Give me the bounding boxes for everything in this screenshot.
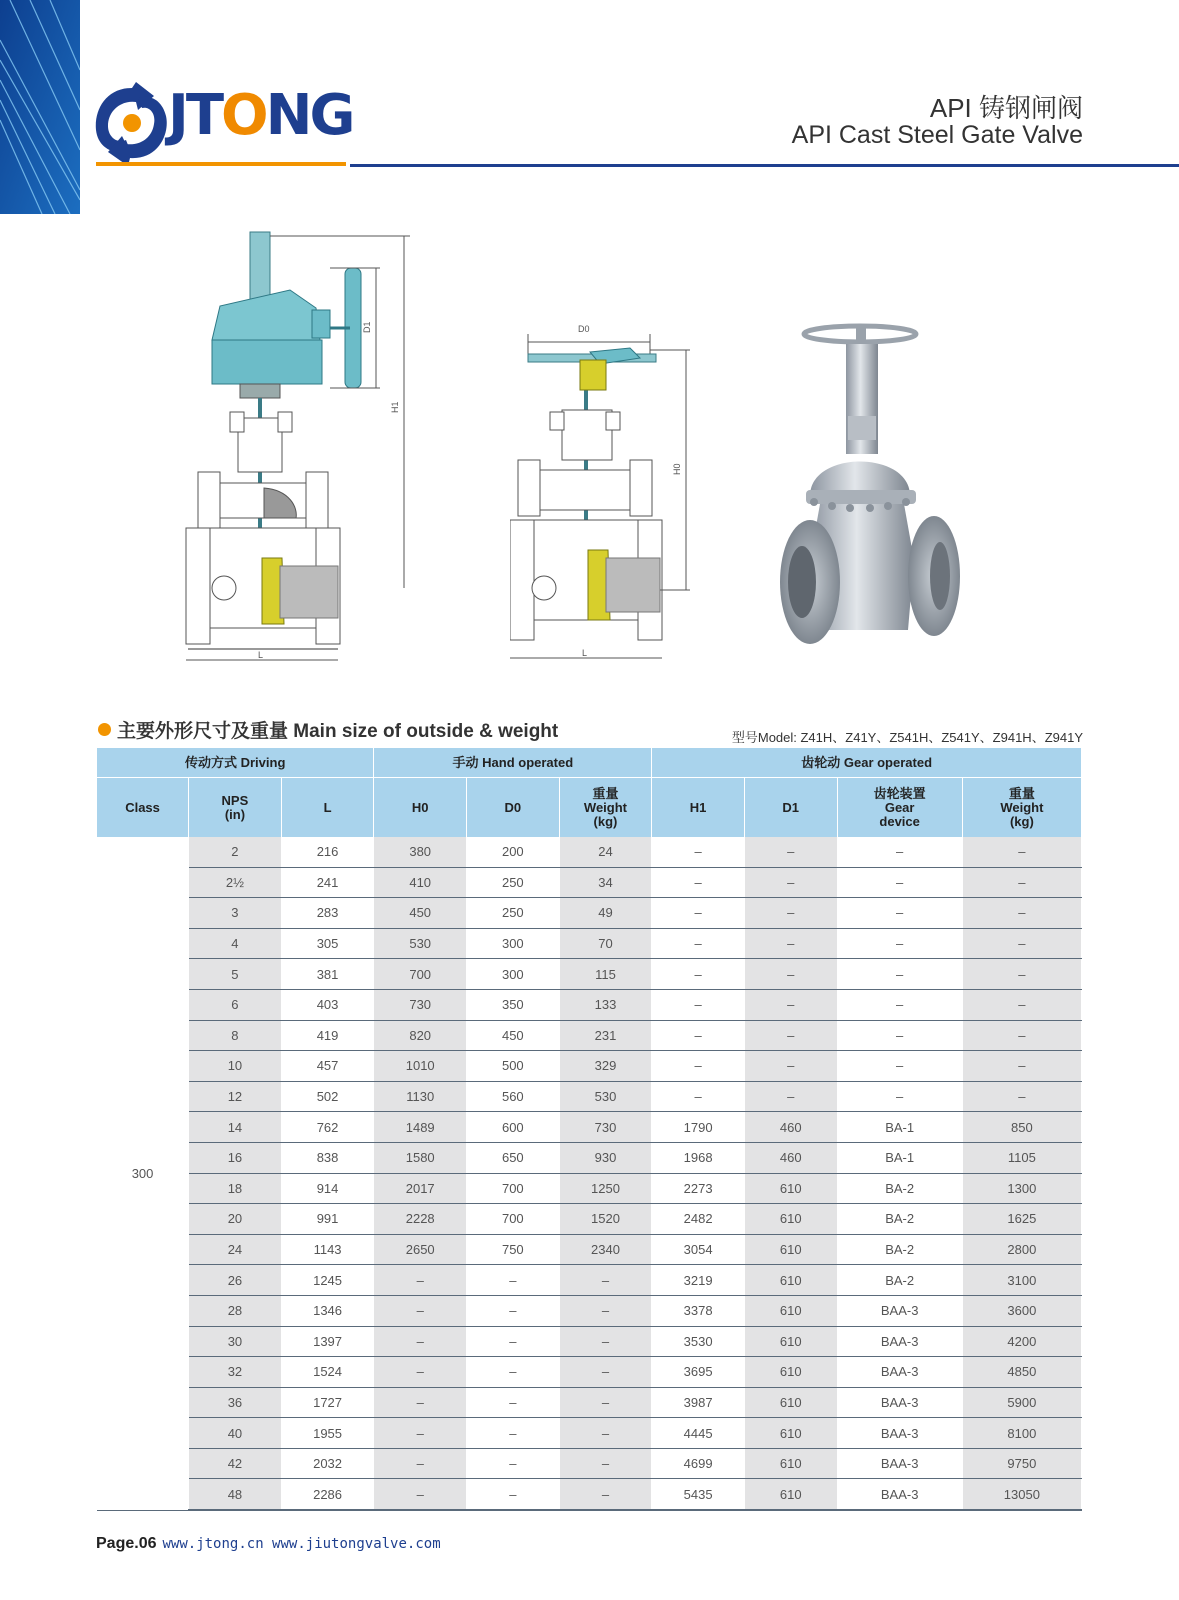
table-row — [97, 1418, 1082, 1449]
table-cell: – — [374, 1265, 467, 1296]
table-cell: 20 — [189, 1204, 282, 1235]
table-cell: – — [837, 989, 962, 1020]
table-cell: 460 — [744, 1142, 837, 1173]
table-cell: 1524 — [281, 1357, 374, 1388]
table-row — [97, 928, 1082, 959]
table-row — [97, 959, 1082, 990]
table-cell: BA-2 — [837, 1265, 962, 1296]
driving-group-header: 传动方式 Driving — [97, 748, 374, 778]
table-cell: – — [744, 1051, 837, 1082]
table-cell: 560 — [467, 1081, 560, 1112]
table-cell: 820 — [374, 1020, 467, 1051]
d0-header: D0 — [467, 778, 560, 838]
page-title-en: API Cast Steel Gate Valve — [791, 121, 1083, 149]
table-cell: – — [837, 928, 962, 959]
table-cell: 40 — [189, 1418, 282, 1449]
table-cell: – — [467, 1326, 560, 1357]
table-cell: 3378 — [652, 1295, 745, 1326]
table-cell: 991 — [281, 1204, 374, 1235]
table-cell: 1010 — [374, 1051, 467, 1082]
table-cell: – — [559, 1357, 652, 1388]
table-cell: 610 — [744, 1204, 837, 1235]
table-cell: – — [652, 1020, 745, 1051]
weight-header-cn: 重量 — [1008, 785, 1035, 801]
table-cell: – — [374, 1295, 467, 1326]
table-cell: 1727 — [281, 1387, 374, 1418]
table-cell: 380 — [374, 837, 467, 867]
table-cell: 231 — [559, 1020, 652, 1051]
table-cell: 283 — [281, 898, 374, 929]
table-cell: BAA-3 — [837, 1326, 962, 1357]
table-cell: 3 — [189, 898, 282, 929]
table-cell: 1968 — [652, 1142, 745, 1173]
table-cell: 5 — [189, 959, 282, 990]
l-dimension-label: L — [582, 648, 588, 658]
table-cell: 9750 — [962, 1448, 1081, 1479]
table-cell: – — [559, 1326, 652, 1357]
weight-header-unit: (kg) — [593, 813, 618, 829]
table-cell: BA-1 — [837, 1112, 962, 1143]
table-cell: 28 — [189, 1295, 282, 1326]
table-cell: 381 — [281, 959, 374, 990]
table-cell: 730 — [559, 1112, 652, 1143]
table-cell: – — [837, 837, 962, 867]
table-cell: BAA-3 — [837, 1448, 962, 1479]
table-cell: 250 — [467, 867, 560, 898]
table-cell: – — [962, 959, 1081, 990]
table-cell: 1105 — [962, 1142, 1081, 1173]
gear-device-header-en: Gear — [884, 799, 915, 815]
table-cell: 762 — [281, 1112, 374, 1143]
table-cell: 241 — [281, 867, 374, 898]
table-cell: 49 — [559, 898, 652, 929]
table-cell: – — [652, 928, 745, 959]
table-cell: 410 — [374, 867, 467, 898]
table-cell: 450 — [374, 898, 467, 929]
table-cell: 1130 — [374, 1081, 467, 1112]
table-cell: 13050 — [962, 1479, 1081, 1510]
nps-header-line: NPS — [221, 792, 249, 808]
table-cell: 700 — [467, 1173, 560, 1204]
hand-group-header: 手动 Hand operated — [374, 748, 652, 778]
class-cell: 300 — [97, 837, 189, 1510]
h1-dimension-label: H1 — [390, 401, 400, 413]
section-title — [98, 716, 558, 743]
table-cell: 2017 — [374, 1173, 467, 1204]
table-cell: 4850 — [962, 1357, 1081, 1388]
table-cell: 6 — [189, 989, 282, 1020]
table-cell: 3600 — [962, 1295, 1081, 1326]
table-row — [97, 1295, 1082, 1326]
table-cell: 730 — [374, 989, 467, 1020]
table-cell: 16 — [189, 1142, 282, 1173]
footer-urls: www.jtong.cn www.jiutongvalve.com — [162, 1536, 441, 1552]
table-cell: 2032 — [281, 1448, 374, 1479]
table-cell: 610 — [744, 1387, 837, 1418]
table-row — [97, 1234, 1082, 1265]
model-list: 型号Model: Z41H、Z41Y、Z541H、Z541Y、Z941H、Z941Y — [731, 730, 1083, 745]
brand-part: NG — [265, 83, 353, 148]
table-cell: – — [374, 1326, 467, 1357]
table-cell: 36 — [189, 1387, 282, 1418]
gate-valve-photo — [780, 320, 980, 660]
table-cell: – — [744, 1081, 837, 1112]
weight-header-cn: 重量 — [592, 785, 619, 801]
table-cell: 1625 — [962, 1204, 1081, 1235]
spec-table — [97, 748, 1082, 1511]
table-cell: 610 — [744, 1326, 837, 1357]
table-cell: – — [652, 867, 745, 898]
table-cell: 10 — [189, 1051, 282, 1082]
d1-header: D1 — [744, 778, 837, 838]
table-cell: BA-2 — [837, 1173, 962, 1204]
gear-group-header: 齿轮动 Gear operated — [652, 748, 1082, 778]
table-cell: – — [744, 928, 837, 959]
table-cell: BA-2 — [837, 1204, 962, 1235]
table-cell: BAA-3 — [837, 1479, 962, 1510]
table-cell: 700 — [374, 959, 467, 990]
table-cell: – — [467, 1448, 560, 1479]
table-cell: 250 — [467, 898, 560, 929]
table-cell: BAA-3 — [837, 1387, 962, 1418]
table-cell: 1143 — [281, 1234, 374, 1265]
hand-weight-header — [559, 778, 652, 838]
table-cell: 48 — [189, 1479, 282, 1510]
table-cell: 2800 — [962, 1234, 1081, 1265]
table-row — [97, 1479, 1082, 1510]
table-cell: 500 — [467, 1051, 560, 1082]
table-cell: 2286 — [281, 1479, 374, 1510]
table-cell: 2 — [189, 837, 282, 867]
table-cell: 3054 — [652, 1234, 745, 1265]
page-title-cn: API 铸钢闸阀 — [929, 93, 1083, 123]
table-row — [97, 867, 1082, 898]
table-cell: 329 — [559, 1051, 652, 1082]
orange-rule — [96, 162, 346, 166]
table-cell: BA-1 — [837, 1142, 962, 1173]
table-cell: 457 — [281, 1051, 374, 1082]
spec-table-body — [97, 837, 1082, 1510]
table-cell: 1489 — [374, 1112, 467, 1143]
table-cell: 1580 — [374, 1142, 467, 1173]
gear-operated-valve-drawing — [180, 228, 420, 674]
table-cell: 5900 — [962, 1387, 1081, 1418]
table-cell: 600 — [467, 1112, 560, 1143]
table-row — [97, 898, 1082, 929]
table-cell: – — [744, 837, 837, 867]
table-cell: 850 — [962, 1112, 1081, 1143]
table-cell: 3530 — [652, 1326, 745, 1357]
table-row — [97, 989, 1082, 1020]
table-cell: 2273 — [652, 1173, 745, 1204]
table-cell: – — [652, 959, 745, 990]
table-cell: 610 — [744, 1418, 837, 1449]
table-cell: – — [744, 1020, 837, 1051]
table-cell: 115 — [559, 959, 652, 990]
table-row — [97, 1020, 1082, 1051]
nps-header — [189, 778, 282, 838]
table-cell: 2228 — [374, 1204, 467, 1235]
table-cell: – — [467, 1387, 560, 1418]
table-row — [97, 837, 1082, 867]
table-row — [97, 1265, 1082, 1296]
table-cell: 34 — [559, 867, 652, 898]
table-cell: – — [467, 1479, 560, 1510]
table-cell: 42 — [189, 1448, 282, 1479]
table-row — [97, 1448, 1082, 1479]
table-cell: 610 — [744, 1295, 837, 1326]
table-cell: 3695 — [652, 1357, 745, 1388]
footer — [96, 1535, 441, 1553]
table-cell: 1790 — [652, 1112, 745, 1143]
table-cell: 24 — [189, 1234, 282, 1265]
table-cell: 2340 — [559, 1234, 652, 1265]
table-cell: BA-2 — [837, 1234, 962, 1265]
table-cell: – — [559, 1265, 652, 1296]
table-column-header-row — [97, 778, 1082, 838]
table-cell: 1300 — [962, 1173, 1081, 1204]
table-cell: 4 — [189, 928, 282, 959]
table-cell: – — [744, 867, 837, 898]
table-cell: – — [744, 989, 837, 1020]
table-cell: 3100 — [962, 1265, 1081, 1296]
table-cell: – — [837, 867, 962, 898]
table-cell: – — [467, 1418, 560, 1449]
bullet-dot-icon — [98, 723, 111, 736]
gear-device-header-en2: device — [879, 813, 920, 829]
weight-header-unit: (kg) — [1009, 813, 1034, 829]
table-cell: – — [652, 837, 745, 867]
table-cell: – — [374, 1479, 467, 1510]
table-cell: – — [962, 1020, 1081, 1051]
table-cell: 530 — [374, 928, 467, 959]
table-cell: – — [652, 898, 745, 929]
table-cell: 700 — [467, 1204, 560, 1235]
table-cell: – — [837, 1051, 962, 1082]
gear-device-header — [837, 778, 962, 838]
table-cell: – — [559, 1448, 652, 1479]
table-cell: BAA-3 — [837, 1418, 962, 1449]
table-cell: – — [962, 867, 1081, 898]
table-cell: 502 — [281, 1081, 374, 1112]
table-cell: 419 — [281, 1020, 374, 1051]
table-cell: 1245 — [281, 1265, 374, 1296]
table-cell: 610 — [744, 1265, 837, 1296]
table-cell: 460 — [744, 1112, 837, 1143]
table-cell: – — [962, 1081, 1081, 1112]
table-cell: 450 — [467, 1020, 560, 1051]
table-cell: 2½ — [189, 867, 282, 898]
blue-rule — [350, 164, 1179, 167]
table-cell: BAA-3 — [837, 1357, 962, 1388]
h1-header: H1 — [652, 778, 745, 838]
table-cell: 1346 — [281, 1295, 374, 1326]
table-cell: BAA-3 — [837, 1295, 962, 1326]
table-cell: 610 — [744, 1357, 837, 1388]
table-cell: – — [744, 959, 837, 990]
table-cell: 1955 — [281, 1418, 374, 1449]
table-cell: 300 — [467, 959, 560, 990]
table-row — [97, 1081, 1082, 1112]
table-cell: – — [962, 989, 1081, 1020]
table-cell: 350 — [467, 989, 560, 1020]
table-row — [97, 1357, 1082, 1388]
weight-header-en: Weight — [583, 799, 628, 815]
l-dimension-label: L — [258, 650, 264, 660]
table-cell: 403 — [281, 989, 374, 1020]
brand-part-o: O — [221, 83, 266, 148]
section-title-text: 主要外形尺寸及重量 Main size of outside & weight — [117, 721, 559, 742]
table-cell: – — [962, 898, 1081, 929]
table-cell: 300 — [467, 928, 560, 959]
table-cell: 750 — [467, 1234, 560, 1265]
table-row — [97, 1051, 1082, 1082]
brand-wordmark — [168, 84, 353, 148]
table-cell: – — [559, 1418, 652, 1449]
page-number: Page.06 — [96, 1535, 157, 1552]
table-cell: 610 — [744, 1479, 837, 1510]
table-cell: 3219 — [652, 1265, 745, 1296]
gear-device-header-cn: 齿轮装置 — [873, 785, 926, 801]
table-cell: 5435 — [652, 1479, 745, 1510]
table-cell: 2482 — [652, 1204, 745, 1235]
table-cell: 4445 — [652, 1418, 745, 1449]
table-row — [97, 1387, 1082, 1418]
table-cell: – — [559, 1479, 652, 1510]
table-cell: 26 — [189, 1265, 282, 1296]
table-cell: – — [837, 898, 962, 929]
table-cell: 930 — [559, 1142, 652, 1173]
table-cell: 1250 — [559, 1173, 652, 1204]
table-cell: 8100 — [962, 1418, 1081, 1449]
h0-header: H0 — [374, 778, 467, 838]
table-cell: 610 — [744, 1173, 837, 1204]
h0-dimension-label: H0 — [672, 463, 682, 475]
table-cell: – — [374, 1387, 467, 1418]
table-group-header-row — [97, 748, 1082, 778]
nps-header-unit: (in) — [224, 806, 246, 822]
class-header: Class — [97, 778, 189, 838]
hand-operated-valve-drawing — [510, 320, 710, 675]
table-cell: – — [467, 1265, 560, 1296]
table-cell: – — [837, 1081, 962, 1112]
table-cell: 914 — [281, 1173, 374, 1204]
table-cell: 4699 — [652, 1448, 745, 1479]
table-row — [97, 1112, 1082, 1143]
table-cell: 30 — [189, 1326, 282, 1357]
table-cell: 12 — [189, 1081, 282, 1112]
table-cell: 3987 — [652, 1387, 745, 1418]
table-cell: 610 — [744, 1234, 837, 1265]
table-cell: 32 — [189, 1357, 282, 1388]
d1-dimension-label: D1 — [362, 321, 372, 333]
table-cell: – — [467, 1295, 560, 1326]
table-cell: 14 — [189, 1112, 282, 1143]
table-cell: 610 — [744, 1448, 837, 1479]
table-cell: – — [652, 989, 745, 1020]
table-cell: – — [962, 1051, 1081, 1082]
table-cell: – — [962, 837, 1081, 867]
table-cell: 4200 — [962, 1326, 1081, 1357]
table-cell: – — [962, 928, 1081, 959]
table-row — [97, 1173, 1082, 1204]
table-cell: – — [837, 959, 962, 990]
table-cell: – — [559, 1387, 652, 1418]
corner-decoration — [0, 0, 80, 214]
table-cell: 216 — [281, 837, 374, 867]
table-cell: 1397 — [281, 1326, 374, 1357]
table-cell: 70 — [559, 928, 652, 959]
table-cell: – — [374, 1357, 467, 1388]
table-cell: 305 — [281, 928, 374, 959]
table-row — [97, 1204, 1082, 1235]
table-cell: – — [652, 1051, 745, 1082]
table-row — [97, 1326, 1082, 1357]
table-cell: – — [744, 898, 837, 929]
l-header: L — [281, 778, 374, 838]
table-cell: – — [374, 1418, 467, 1449]
table-cell: 18 — [189, 1173, 282, 1204]
table-cell: 650 — [467, 1142, 560, 1173]
table-cell: 530 — [559, 1081, 652, 1112]
table-cell: 133 — [559, 989, 652, 1020]
table-cell: – — [559, 1295, 652, 1326]
d0-dimension-label: D0 — [578, 324, 590, 334]
table-row — [97, 1142, 1082, 1173]
brand-part: JT — [168, 83, 222, 148]
weight-header-en: Weight — [1000, 799, 1044, 815]
table-cell: 8 — [189, 1020, 282, 1051]
table-cell: 200 — [467, 837, 560, 867]
table-cell: 2650 — [374, 1234, 467, 1265]
table-cell: 1520 — [559, 1204, 652, 1235]
table-cell: – — [837, 1020, 962, 1051]
table-cell: – — [652, 1081, 745, 1112]
table-cell: 24 — [559, 837, 652, 867]
gear-weight-header — [962, 778, 1081, 838]
table-cell: – — [374, 1448, 467, 1479]
table-cell: 838 — [281, 1142, 374, 1173]
table-cell: – — [467, 1357, 560, 1388]
